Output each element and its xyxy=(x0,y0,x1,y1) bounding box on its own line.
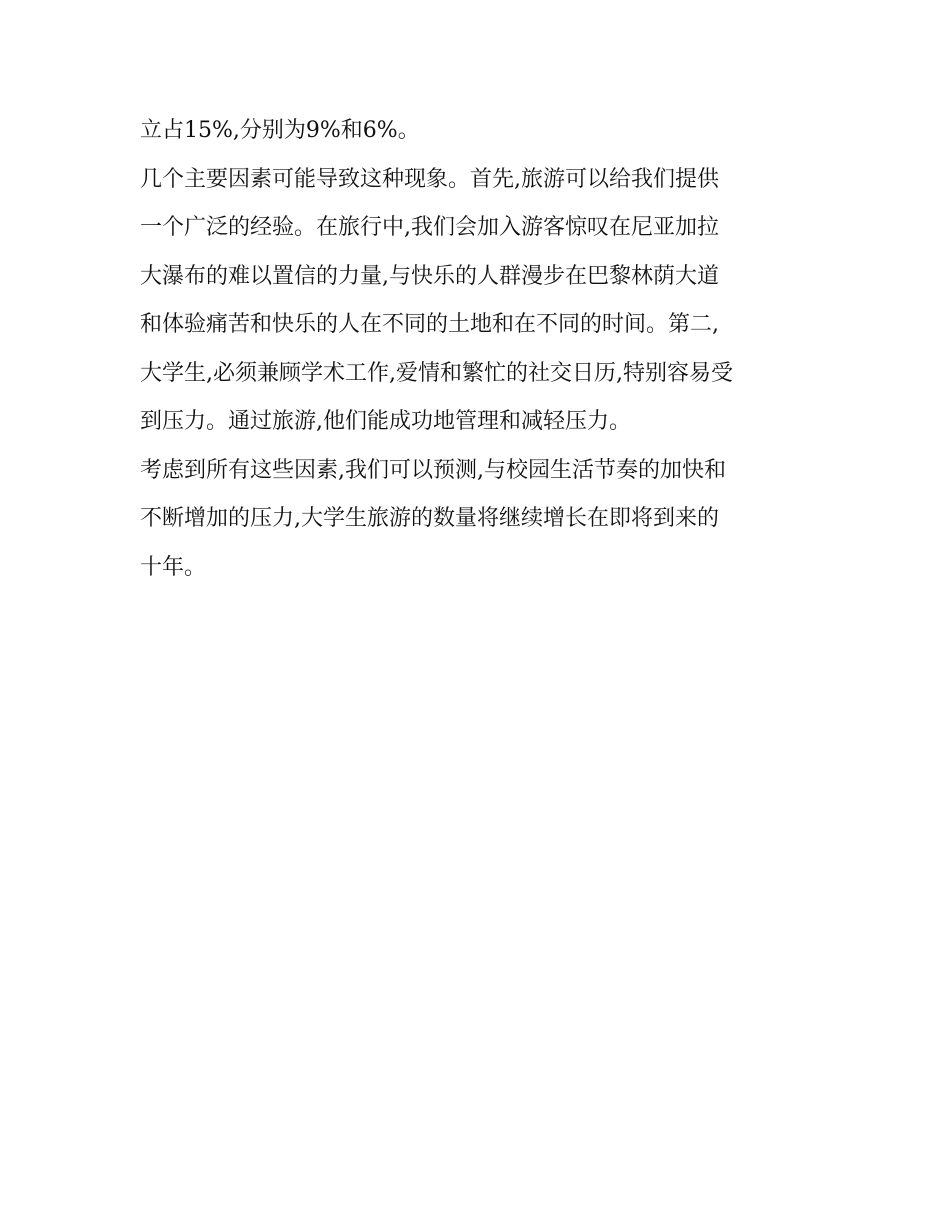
text-line: 几个主要因素可能导致这种现象。首先,旅游可以给我们提供 xyxy=(140,166,719,192)
text-line: 考虑到所有这些因素,我们可以预测,与校园生活节奏的加快和 xyxy=(140,457,726,483)
text-line: 一个广泛的经验。在旅行中,我们会加入游客惊叹在尼亚加拉 xyxy=(140,215,719,240)
paragraph-1 xyxy=(140,107,820,156)
text-line: 立占15%,分别为9%和6%。 xyxy=(140,118,420,143)
document-body xyxy=(140,107,820,592)
text-line: 大学生,必须兼顾学术工作,爱情和繁忙的社交日历,特别容易受 xyxy=(140,360,733,386)
paragraph-3 xyxy=(140,447,820,593)
paragraph-2 xyxy=(140,156,820,447)
text-line: 和体验痛苦和快乐的人在不同的土地和在不同的时间。第二, xyxy=(140,312,719,337)
text-line: 到压力。通过旅游,他们能成功地管理和减轻压力。 xyxy=(140,409,631,434)
text-line: 不断增加的压力,大学生旅游的数量将继续增长在即将到来的 xyxy=(140,506,719,531)
text-line: 十年。 xyxy=(140,554,207,580)
text-line: 大瀑布的难以置信的力量,与快乐的人群漫步在巴黎林荫大道 xyxy=(140,263,719,289)
